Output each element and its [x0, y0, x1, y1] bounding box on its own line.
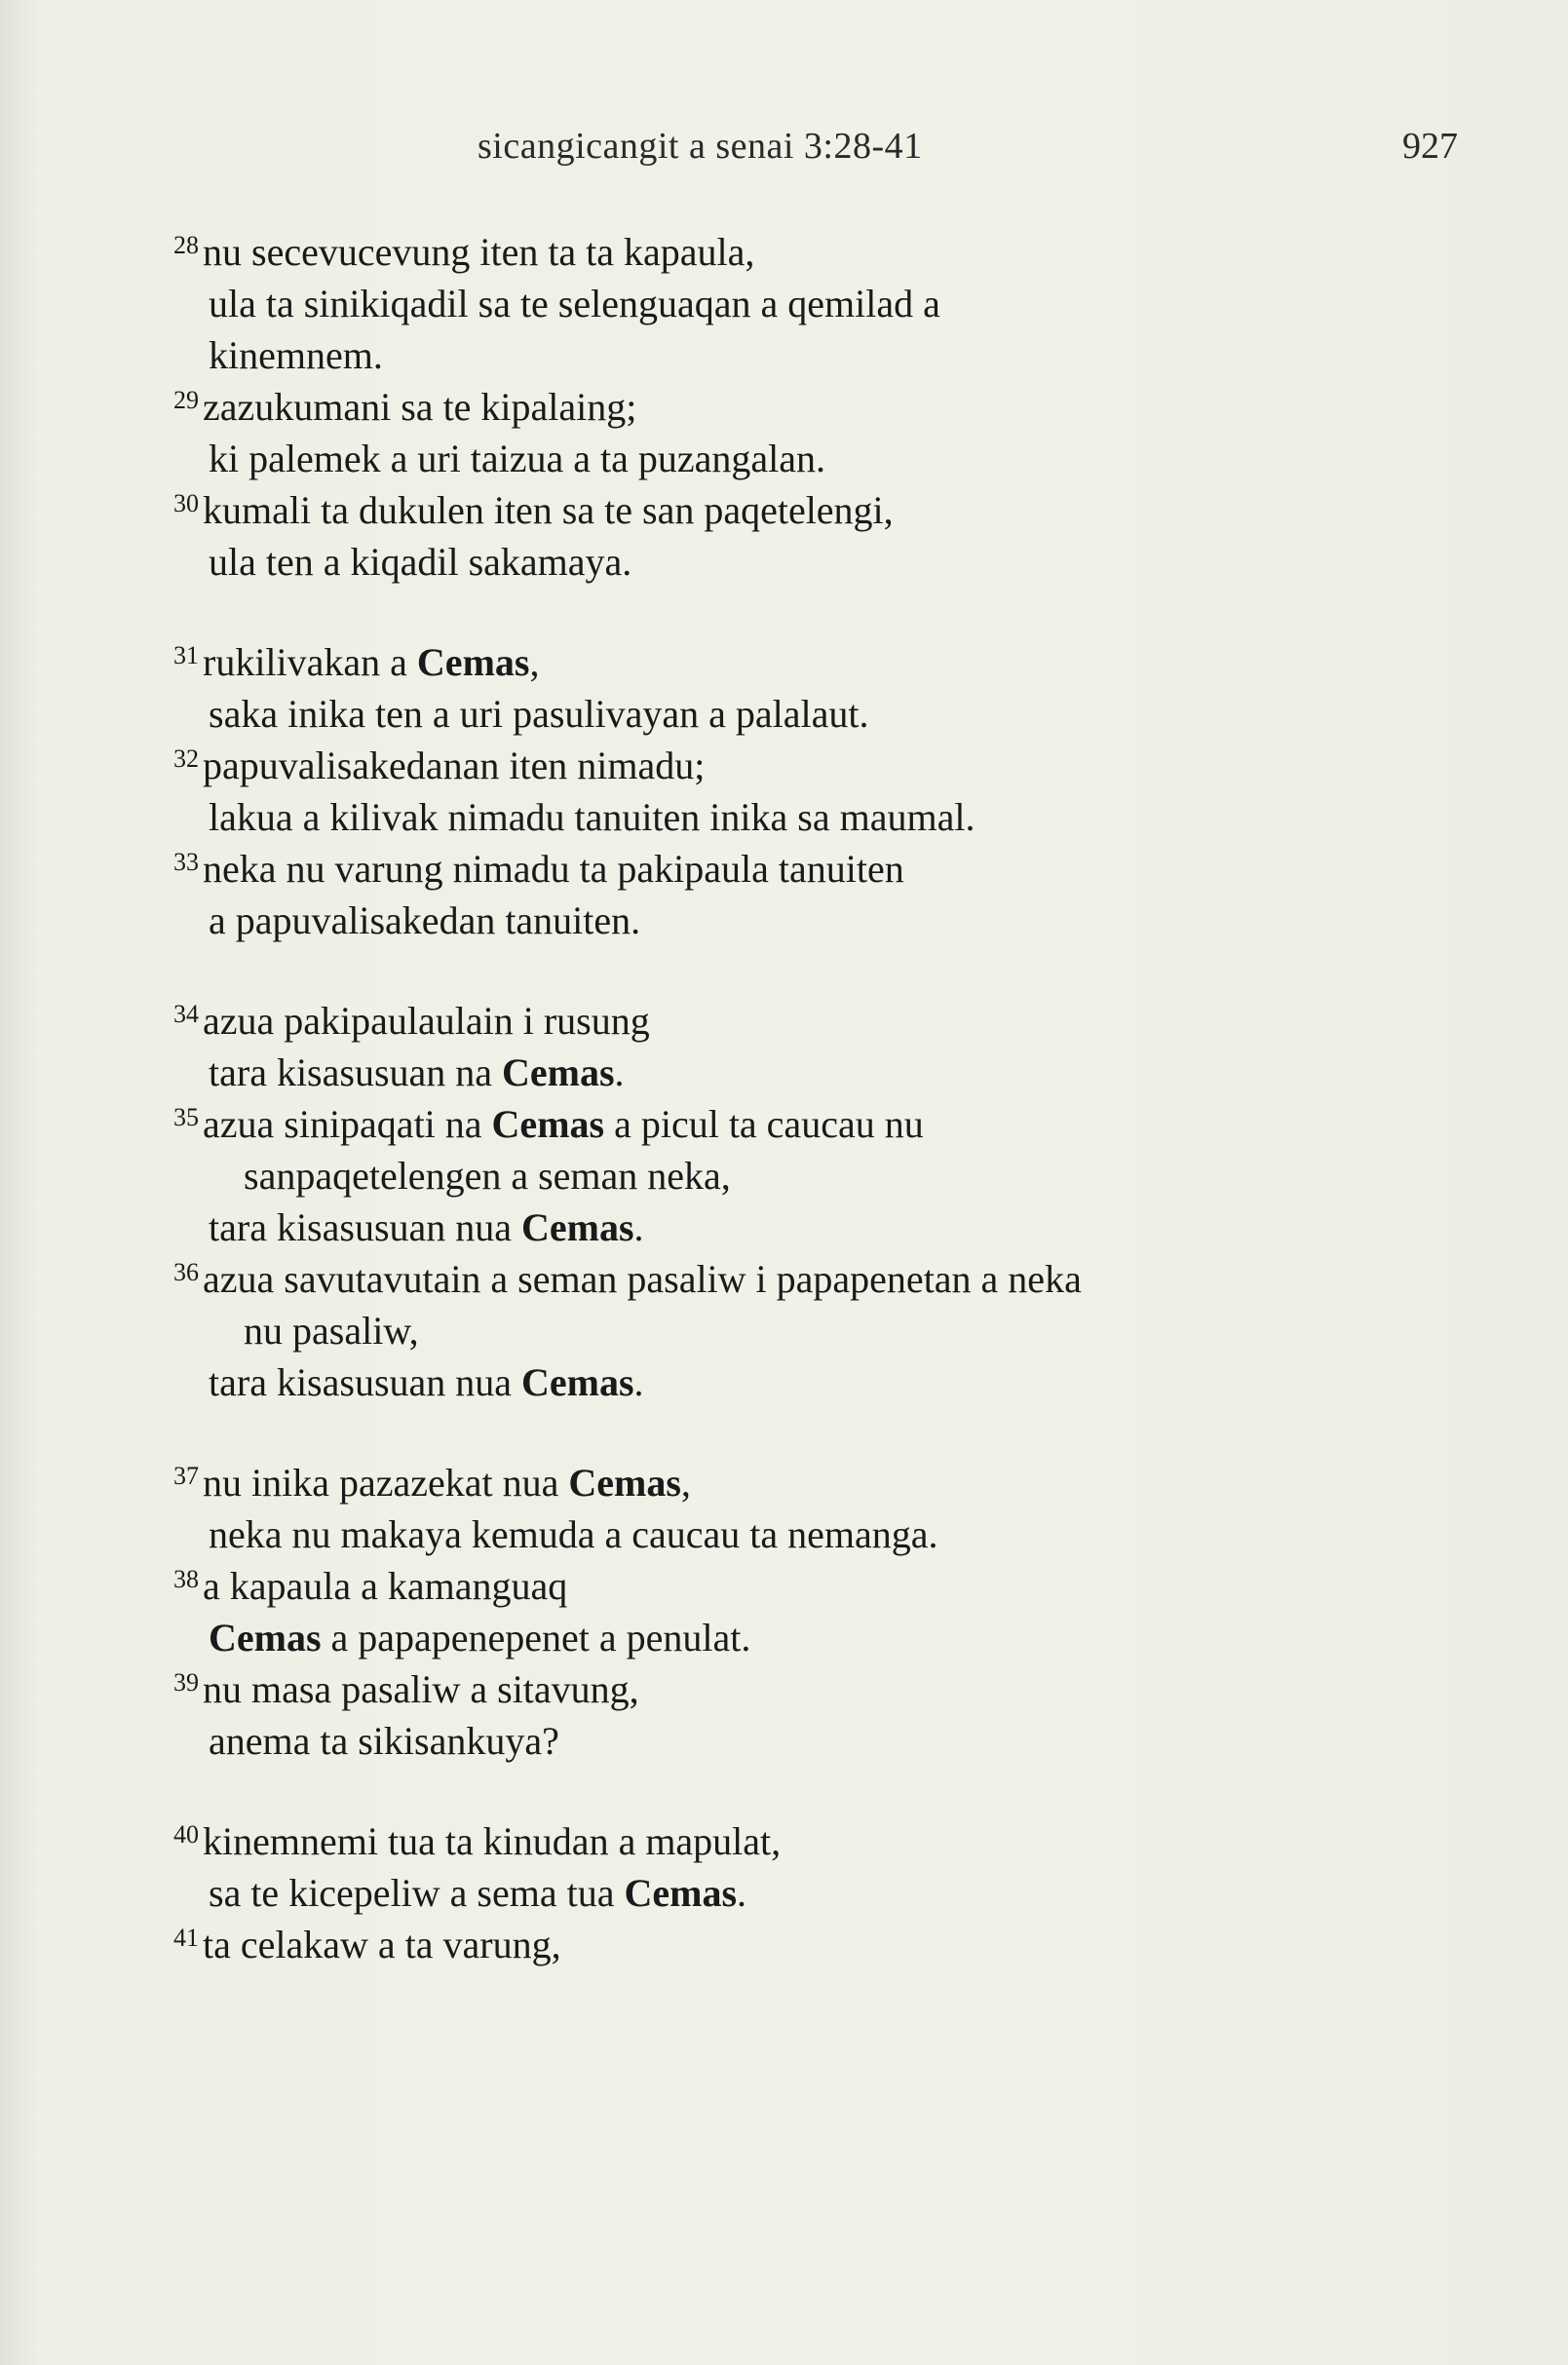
verse-30-line-2: ula ten a kiqadil sakamaya. — [209, 540, 632, 584]
verse-36-line-3: tara kisasusuan nua Cemas. — [209, 1360, 644, 1404]
verse-number: 37 — [173, 1462, 199, 1490]
divine-name: Cemas — [491, 1102, 605, 1146]
verse-35-line-2: sanpaqetelengen a seman neka, — [244, 1154, 731, 1198]
stanza-break — [173, 1408, 1470, 1457]
verse-41-line-1: $^{41}$ ta celakaw a ta varung, — [173, 1923, 561, 1966]
verse-number: 34 — [173, 1000, 199, 1028]
verse-number: 30 — [173, 489, 199, 517]
verse-number: 33 — [173, 848, 199, 876]
verse-number: 36 — [173, 1258, 199, 1286]
verse-29-line-2: ki palemek a uri taizua a ta puzangalan. — [209, 437, 826, 480]
verse-number: 31 — [173, 641, 199, 669]
verse-31-line-1: $^{31}$ rukilivakan a Cemas, — [173, 640, 540, 684]
verse-34-line-2: tara kisasusuan na Cemas. — [209, 1050, 625, 1094]
divine-name: Cemas — [521, 1360, 634, 1404]
verse-number: 39 — [173, 1668, 199, 1697]
verse-40-line-2: sa te kicepeliw a sema tua Cemas. — [209, 1871, 747, 1915]
divine-name: Cemas — [624, 1871, 738, 1915]
stanza-break — [173, 946, 1470, 995]
verse-28-line-2: ula ta sinikiqadil sa te selenguaqan a qemilad a — [209, 282, 940, 325]
verse-37-line-1: $^{37}$ nu inika pazazekat nua Cemas, — [173, 1461, 691, 1505]
verse-33-line-2: a papuvalisakedan tanuiten. — [209, 898, 641, 942]
verse-32-line-1: $^{32}$ papuvalisakedanan iten nimadu; — [173, 744, 706, 787]
verse-number: 28 — [173, 231, 199, 259]
verse-28-line-1: $^{28}$ nu secevucevung iten ta ta kapaula, — [173, 230, 755, 274]
divine-name: Cemas — [568, 1461, 681, 1505]
verse-38-line-2: Cemas a papapenepenet a penulat. — [209, 1616, 751, 1659]
verse-number: 35 — [173, 1103, 199, 1131]
verse-number: 29 — [173, 386, 199, 414]
verse-36-line-2: nu pasaliw, — [244, 1309, 419, 1353]
scripture-text — [173, 226, 1470, 1970]
verse-number: 38 — [173, 1565, 199, 1593]
verse-39-line-2: anema ta sikisankuya? — [209, 1719, 559, 1763]
stanza-break — [173, 588, 1470, 636]
divine-name: Cemas — [502, 1050, 615, 1094]
divine-name: Cemas — [209, 1616, 322, 1659]
verse-28-line-3: kinemnem. — [209, 333, 383, 377]
verse-37-line-2: neka nu makaya kemuda a caucau ta nemanga. — [209, 1512, 938, 1556]
verse-40-line-1: $^{40}$ kinemnemi tua ta kinudan a mapulat, — [173, 1819, 782, 1863]
running-header — [0, 125, 1568, 183]
verse-31-line-2: saka inika ten a uri pasulivayan a palalaut. — [209, 692, 869, 736]
verse-32-line-2: lakua a kilivak nimadu tanuiten inika sa maumal. — [209, 795, 975, 839]
verse-33-line-1: $^{33}$ neka nu varung nimadu ta pakipaula tanuiten — [173, 847, 904, 891]
running-title: sicangicangit a senai 3:28-41 — [478, 126, 923, 167]
verse-39-line-1: $^{39}$ nu masa pasaliw a sitavung, — [173, 1667, 639, 1711]
divine-name: Cemas — [416, 640, 530, 684]
page-number: 927 — [1402, 126, 1458, 167]
verse-number: 32 — [173, 744, 199, 773]
verse-number: 40 — [173, 1820, 199, 1849]
divine-name: Cemas — [521, 1205, 634, 1249]
verse-35-line-1: $^{35}$ azua sinipaqati na Cemas a picul ta caucau nu — [173, 1102, 924, 1146]
stanza-break — [173, 1767, 1470, 1815]
verse-36-line-1: $^{36}$ azua savutavutain a seman pasaliw i papapenetan a neka — [173, 1257, 1082, 1301]
verse-number: 41 — [173, 1924, 199, 1952]
verse-35-line-3: tara kisasusuan nua Cemas. — [209, 1205, 644, 1249]
verse-34-line-1: $^{34}$ azua pakipaulaulain i rusung — [173, 999, 650, 1043]
verse-29-line-1: $^{29}$ zazukumani sa te kipalaing; — [173, 385, 637, 429]
verse-30-line-1: $^{30}$ kumali ta dukulen iten sa te san paqetelengi, — [173, 488, 894, 532]
verse-38-line-1: $^{38}$ a kapaula a kamanguaq — [173, 1564, 568, 1608]
